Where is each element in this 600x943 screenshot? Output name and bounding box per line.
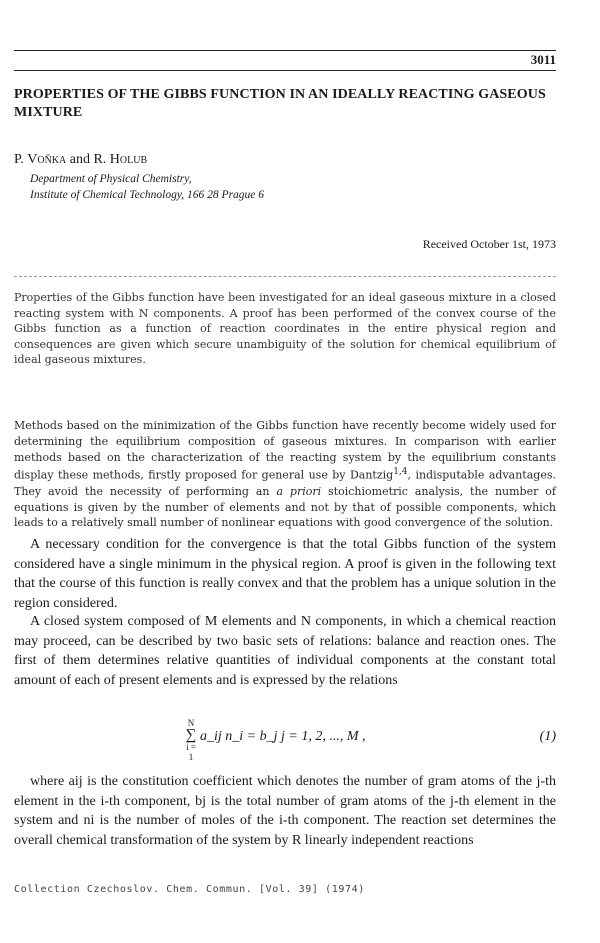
article-title: PROPERTIES OF THE GIBBS FUNCTION IN AN IDEALLY REACTING GASEOUS MIXTURE (14, 87, 546, 120)
equation-1 (14, 718, 556, 770)
intro-paragraph (14, 418, 556, 531)
equation-number: (1) (539, 729, 556, 744)
body-paragraph-2 (14, 612, 556, 690)
paragraph-text: A necessary condition for the convergence is that the total Gibbs function of the system considered have a single minimum in the physical region. A proof is given in the following text that the course of this function is really convex and that the problem has a unique solution in the region considered. (14, 537, 556, 611)
authors-mid: and R. (66, 152, 110, 167)
sum-upper-limit: N (187, 718, 195, 728)
intro-reference: 1,4 (393, 467, 408, 478)
authors (14, 152, 147, 168)
top-rule (14, 50, 556, 51)
author-1: Voňka (27, 152, 67, 167)
equation-body: a_ij n_i = b_j j = 1, 2, ..., M , (200, 729, 366, 744)
paragraph-text: where aij is the constitution coefficient which denotes the number of gram atoms of the j-th element in the i-th component, bj is the total number of gram atoms of the j-th element in the system and ni is the number of moles of the i-th component. The reaction set determines the overall chemical transformation of the system by R linearly independent reactions (14, 774, 556, 848)
journal-footer: Collection Czechoslov. Chem. Commun. [Vol. 39] (1974) (14, 884, 365, 895)
affiliation (30, 171, 264, 203)
affiliation-line-2: Institute of Chemical Technology, 166 28 Prague 6 (30, 189, 265, 201)
abstract: Properties of the Gibbs function have been investigated for an ideal gaseous mixture in a closed reacting system with N components. A proof has been performed of the convex course of the Gibbs function as a function of reaction coordinates in the entire physical region and consequences are given which secure unambiguity of the solution for chemical equilibrium of ideal gaseous mixtures. (14, 291, 556, 367)
page-number: 3011 (530, 52, 556, 67)
intro-italic: a priori (276, 484, 322, 498)
summation (184, 718, 198, 762)
body-paragraph-1 (14, 535, 556, 613)
intro-text-c: stoichiometric analysis, the number of equations is given by the number of elements and not by that of possible components, which leads to a relatively small number of nonlinear equations with good convergence of the solution. (14, 484, 556, 530)
received-date: Received October 1st, 1973 (422, 237, 556, 251)
header-rule (14, 70, 556, 71)
affiliation-line-1: Department of Physical Chemistry, (30, 173, 192, 185)
sum-lower-limit: i = 1 (186, 742, 196, 762)
body-paragraph-3 (14, 772, 556, 850)
author-2: Holub (109, 152, 148, 167)
intro-text-b: , indisputable advantages. They avoid the necessity of performing an (14, 469, 556, 498)
paragraph-text: A closed system composed of M elements and N components, in which a chemical reaction may proceed, can be described by two basic sets of relations: balance and reaction ones. The first of them determines relative quantities of individual components at the constant total amount of each of present elements and is expressed by the relations (14, 614, 556, 688)
intro-text-a: Methods based on the minimization of the Gibbs function have recently become widely used for determining the equilibrium composition of gaseous mixtures. In comparison with earlier methods based on the characterization of the reacting system by the equilibrium constants display these methods, firstly proposed for general use by Dantzig (14, 419, 556, 483)
sigma-symbol: ∑ (185, 727, 197, 743)
authors-prefix: P. (14, 152, 28, 167)
abstract-divider (14, 276, 556, 277)
